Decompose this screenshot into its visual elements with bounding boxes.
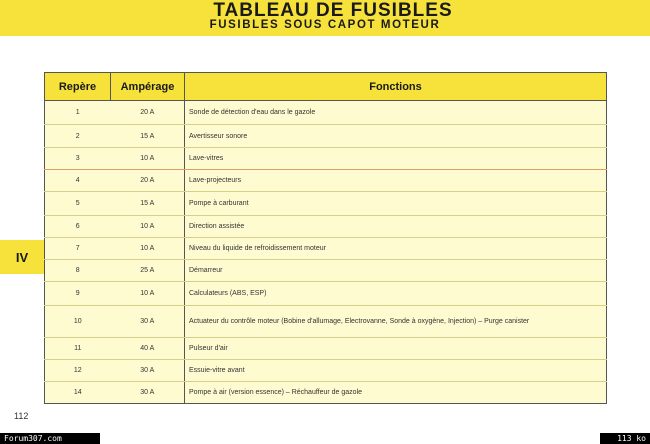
row-amperage: 25 A <box>111 260 185 282</box>
row-function: Sonde de détection d'eau dans le gazole <box>185 101 607 125</box>
row-amperage: 15 A <box>111 125 185 148</box>
row-number: 8 <box>45 260 111 282</box>
row-function: Pulseur d'air <box>185 338 607 360</box>
row-function: Essuie-vitre avant <box>185 360 607 382</box>
column-header-repere: Repère <box>45 73 111 101</box>
row-number: 14 <box>45 382 111 404</box>
row-number: 6 <box>45 216 111 238</box>
table-row <box>45 101 607 125</box>
row-number: 1 <box>45 101 111 125</box>
row-number: 3 <box>45 148 111 170</box>
row-amperage: 20 A <box>111 101 185 125</box>
table-row <box>45 306 607 338</box>
table-row <box>45 148 607 170</box>
column-header-amperage: Ampérage <box>111 73 185 101</box>
table-row <box>45 192 607 216</box>
row-amperage: 40 A <box>111 338 185 360</box>
row-amperage: 10 A <box>111 216 185 238</box>
row-amperage: 15 A <box>111 192 185 216</box>
row-function: Démarreur <box>185 260 607 282</box>
row-function: Avertisseur sonore <box>185 125 607 148</box>
section-tab: IV <box>0 240 44 274</box>
row-function: Calculateurs (ABS, ESP) <box>185 282 607 306</box>
table-row <box>45 170 607 192</box>
row-amperage: 10 A <box>111 238 185 260</box>
row-number: 11 <box>45 338 111 360</box>
row-amperage: 30 A <box>111 360 185 382</box>
row-function: Lave-projecteurs <box>185 170 607 192</box>
page-title: TABLEAU DE FUSIBLES <box>213 0 453 21</box>
row-amperage: 10 A <box>111 148 185 170</box>
fuse-table <box>44 72 607 404</box>
table-row <box>45 125 607 148</box>
row-amperage: 10 A <box>111 282 185 306</box>
table-header-row <box>45 73 607 101</box>
row-number: 2 <box>45 125 111 148</box>
table-row <box>45 382 607 404</box>
table-row <box>45 360 607 382</box>
row-number: 10 <box>45 306 111 338</box>
row-number: 9 <box>45 282 111 306</box>
table-row <box>45 282 607 306</box>
column-header-fonctions: Fonctions <box>185 73 607 101</box>
page-number: 112 <box>14 411 29 421</box>
table-row <box>45 216 607 238</box>
table-row <box>45 338 607 360</box>
row-function: Niveau du liquide de refroidissement moteur <box>185 238 607 260</box>
row-number: 5 <box>45 192 111 216</box>
row-function: Pompe à carburant <box>185 192 607 216</box>
row-amperage: 20 A <box>111 170 185 192</box>
row-amperage: 30 A <box>111 306 185 338</box>
row-function: Direction assistée <box>185 216 607 238</box>
row-number: 4 <box>45 170 111 192</box>
row-function: Actuateur du contrôle moteur (Bobine d'allumage, Electrovanne, Sonde à oxygène, Injection) – Purge canister <box>185 306 607 338</box>
row-number: 7 <box>45 238 111 260</box>
table-row <box>45 238 607 260</box>
table-row <box>45 260 607 282</box>
footer-source: Forum307.com <box>0 433 100 444</box>
row-amperage: 30 A <box>111 382 185 404</box>
page-subtitle: FUSIBLES SOUS CAPOT MOTEUR <box>209 19 441 31</box>
footer-file-size: 113 ko <box>600 433 650 444</box>
row-function: Pompe à air (version essence) – Réchauffeur de gazole <box>185 382 607 404</box>
row-number: 12 <box>45 360 111 382</box>
row-function: Lave-vitres <box>185 148 607 170</box>
